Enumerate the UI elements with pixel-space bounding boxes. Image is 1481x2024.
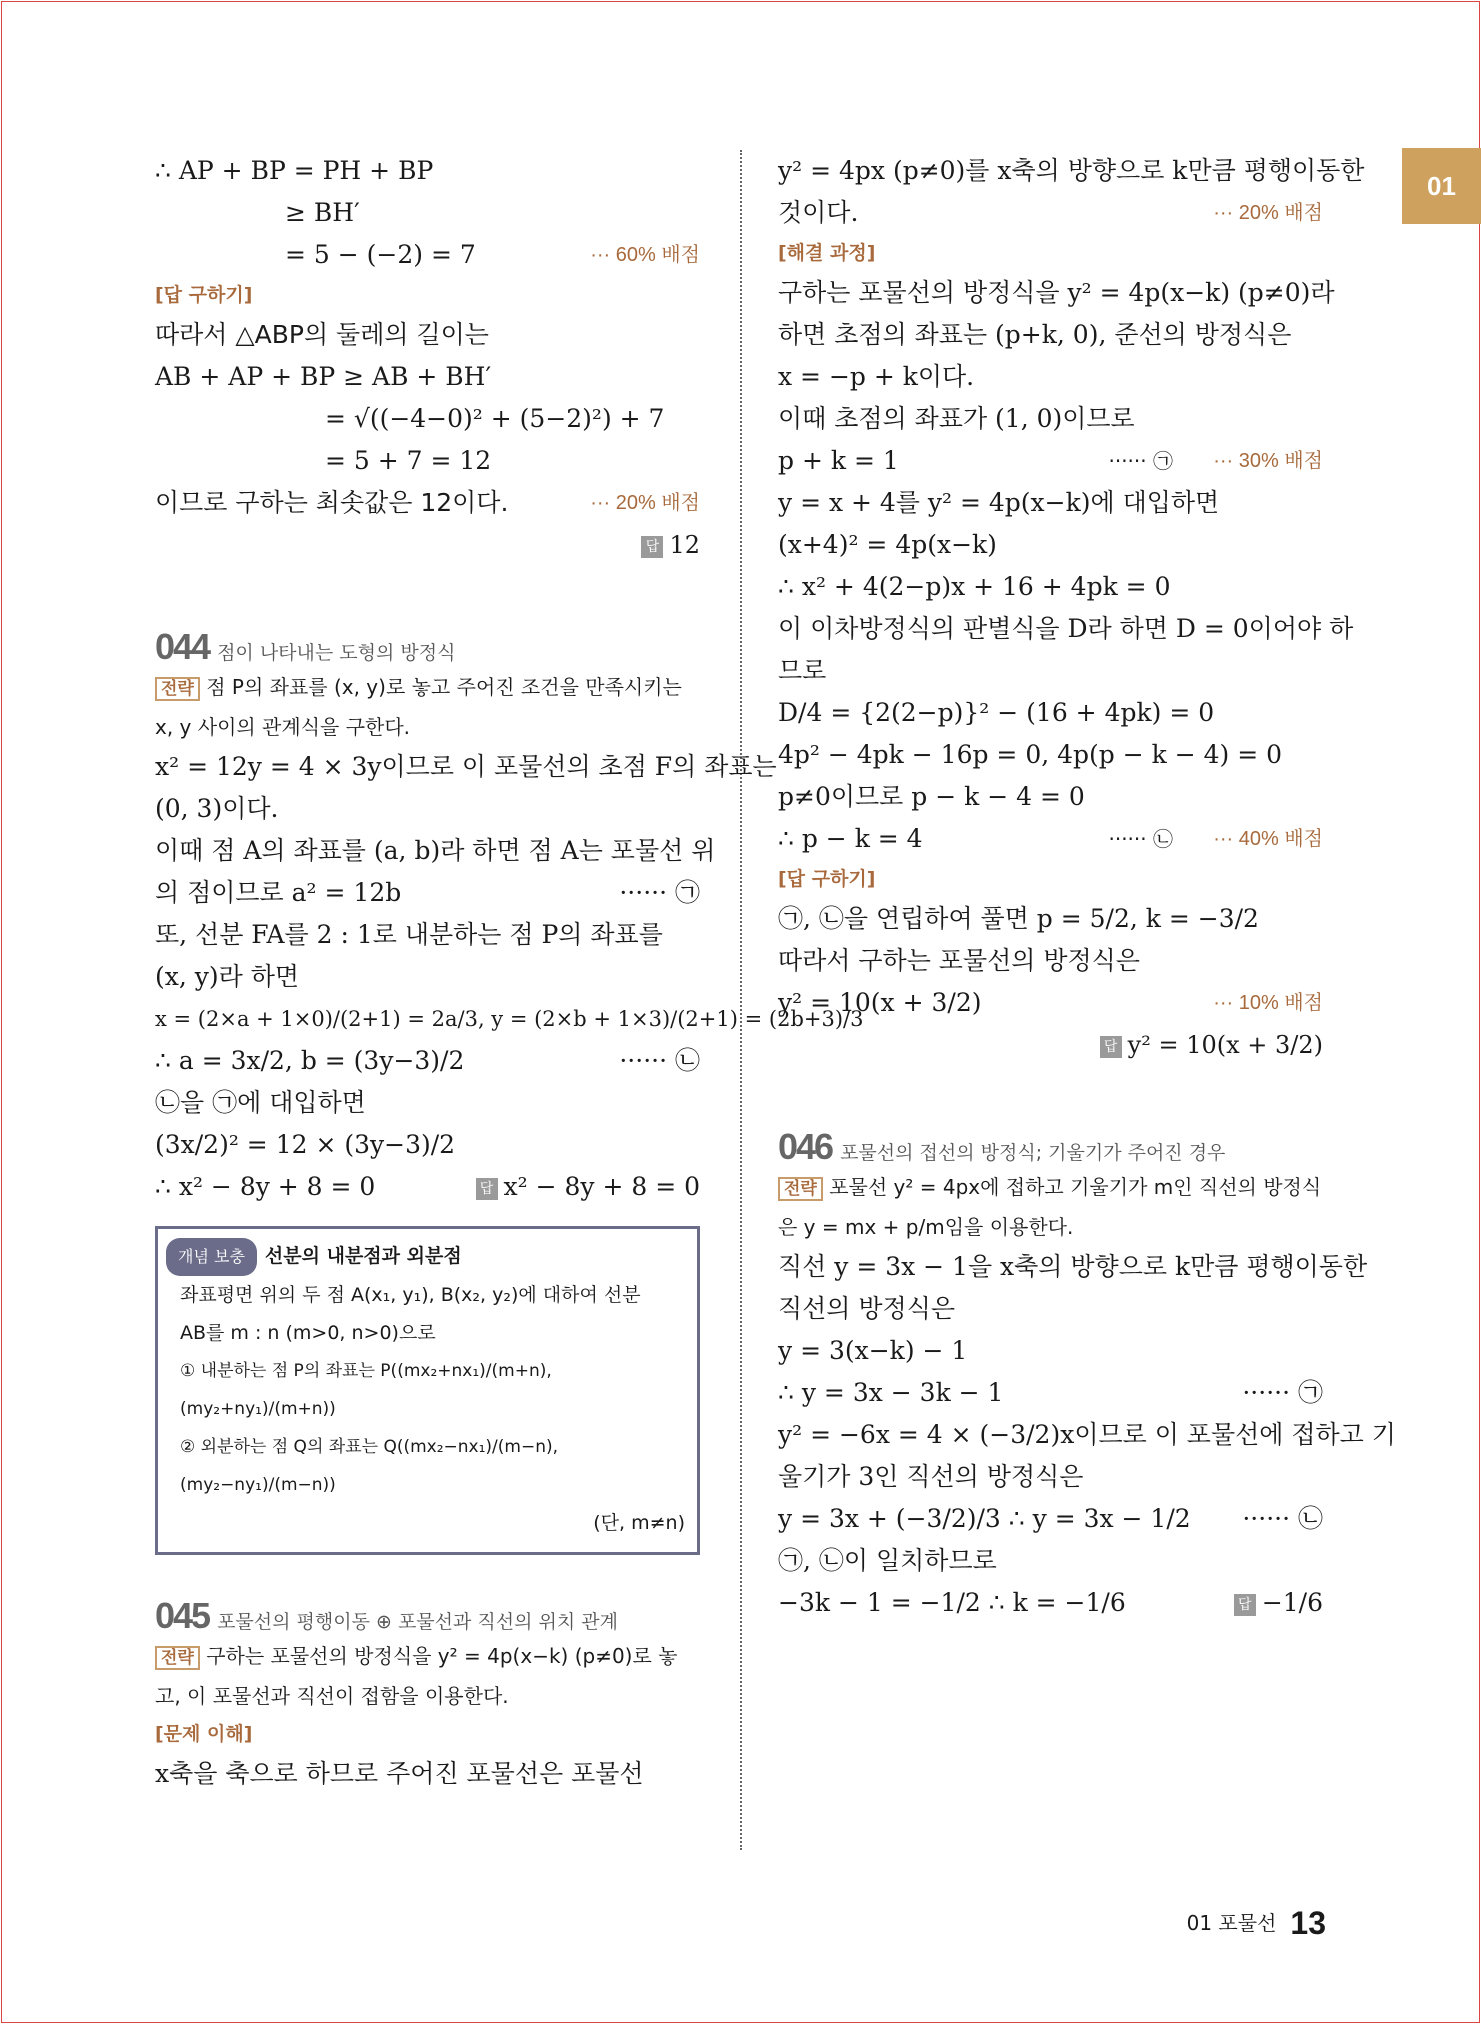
strategy-text: 점 P의 좌표를 (x, y)로 놓고 주어진 조건을 만족시키는 x, y 사이의 관계식을 구한다. [155,675,682,739]
equation-mark: ······ ㉡ [619,1046,700,1075]
solution-line: 또, 선분 FA를 2 : 1로 내분하는 점 P의 좌표를 [155,920,663,949]
answer-line [155,524,700,566]
math-line: ∴ y = 3x − 3k − 1 [778,1378,1004,1407]
math-line: ≥ BH′ [285,198,360,227]
chapter-name: 01 포물선 [1186,1911,1277,1935]
strategy-tag: 전략 [155,1646,200,1670]
solution-line: = 5 + 7 = 12 [325,446,492,475]
concept-title: 선분의 내분점과 외분점 [264,1245,462,1267]
solution-line: 하면 초점의 좌표는 (p+k, 0), 준선의 방정식은 [778,320,1292,349]
solution-line: x = (2×a + 1×0)/(2+1) = 2a/3, y = (2×b + 1×3)/(2+1) = (2b+3)/3 [155,1007,864,1031]
math-line: = 5 − (−2) = 7 [285,240,476,269]
solution-line: (0, 3)이다. [155,794,279,823]
score-note: ··· 30% 배점 [1213,450,1323,472]
concept-tag: 개념 보충 [166,1238,257,1276]
solution-line: 따라서 구하는 포물선의 방정식은 [778,946,1140,975]
column-divider [740,150,742,1850]
solution-line: (x, y)라 하면 [155,962,300,991]
solution-line [778,440,1323,482]
solution-line: 구하는 포물선의 방정식을 y² = 4p(x−k) (p≠0)라 [778,278,1335,307]
math-line: ∴ a = 3x/2, b = (3y−3)/2 [155,1046,465,1075]
solution-line [778,818,1323,860]
solution-line: 4p² − 4pk − 16p = 0, 4p(p − k − 4) = 0 [778,740,1283,769]
solution-line: y = x + 4를 y² = 4p(x−k)에 대입하면 [778,488,1220,517]
solution-line [778,1498,1323,1540]
equation-mark: ······ ㉠ [1108,449,1173,473]
answer-icon: 답 [1234,1594,1256,1616]
answer-line [778,1024,1323,1066]
solution-line [155,1040,700,1082]
solution-line: D/4 = {2(2−p)}² − (16 + 4pk) = 0 [778,698,1215,727]
solution-line [155,150,700,192]
math-line: y² = 10(x + 3/2) [778,988,982,1017]
math-line: 의 점이므로 a² = 12b [155,878,402,907]
right-column [778,150,1396,1624]
section-header: [답 구하기] [155,284,253,306]
answer-value: x² − 8y + 8 = 0 [503,1172,700,1201]
solution-line: (3x/2)² = 12 × (3y−3)/2 [155,1130,456,1159]
chapter-tab: 01 [1402,148,1481,224]
strategy-tag: 전략 [155,677,200,701]
solution-line: 직선의 방정식은 [778,1294,955,1323]
problem-title: 포물선의 평행이동 ⊕ 포물선과 직선의 위치 관계 [217,1611,618,1633]
solution-line [155,482,700,524]
answer-value: −1/6 [1261,1588,1323,1617]
math-line: ∴ AP + BP = PH + BP [155,156,434,185]
solution-line: (x+4)² = 4p(x−k) [778,530,997,559]
section-header: [답 구하기] [778,868,876,890]
math-line: ∴ x² − 8y + 8 = 0 [155,1172,376,1201]
solution-line: ㉡을 ㉠에 대입하면 [155,1088,366,1117]
concept-line: ② 외분하는 점 Q의 좌표는 Q((mx₂−nx₁)/(m−n), (my₂−ny₁)/(m−n)) [180,1437,559,1495]
answer-line [1234,1582,1323,1624]
problem-number: 046 [778,1126,833,1167]
math-line: 것이다. [778,198,859,227]
score-note: ··· 20% 배점 [590,492,700,514]
strategy [778,1168,1323,1246]
solution-line [778,1582,1323,1624]
section-header: [해결 과정] [778,242,876,264]
equation-mark: ······ ㉠ [619,878,700,907]
solution-line: y = 3(x−k) − 1 [778,1336,968,1365]
problem-number: 045 [155,1595,210,1636]
solution-line: 므로 [778,656,827,685]
math-line: 이므로 구하는 최솟값은 12이다. [155,488,509,517]
problem-045 [155,1595,700,1795]
page-number: 13 [1290,1905,1326,1941]
solution-line: y² = 4px (p≠0)를 x축의 방향으로 k만큼 평행이동한 [778,156,1365,185]
solution-line: 이 이차방정식의 판별식을 D라 하면 D = 0이어야 하 [778,614,1354,643]
equation-mark: ······ ㉠ [1242,1378,1323,1407]
page-footer [1187,1905,1326,1942]
solution-line: ∴ x² + 4(2−p)x + 16 + 4pk = 0 [778,572,1171,601]
solution-line: p≠0이므로 p − k − 4 = 0 [778,782,1085,811]
solution-line [778,1372,1323,1414]
score-note: ··· 10% 배점 [1213,992,1323,1014]
math-line: y = 3x + (−3/2)/3 ∴ y = 3x − 1/2 [778,1504,1191,1533]
solution-line: x² = 12y = 4 × 3y이므로 이 포물선의 초점 F의 좌표는 [155,752,777,781]
concept-box [155,1226,700,1555]
answer-icon: 답 [641,536,663,558]
solution-line: 이때 점 A의 좌표를 (a, b)라 하면 점 A는 포물선 위 [155,836,716,865]
solution-line: x축을 축으로 하므로 주어진 포물선은 포물선 [155,1759,644,1788]
solution-line [155,234,700,276]
solution-line: ㉠, ㉡이 일치하므로 [778,1546,997,1575]
answer-value: y² = 10(x + 3/2) [1127,1031,1323,1059]
solution-line: AB + AP + BP ≥ AB + BH′ [155,362,492,391]
problem-046 [778,1126,1396,1624]
solution-line [778,192,1323,234]
score-note: ··· 20% 배점 [1213,202,1323,224]
answer-value: 12 [669,531,700,559]
math-line: −3k − 1 = −1/2 ∴ k = −1/6 [778,1588,1126,1617]
solution-line: = √((−4−0)² + (5−2)²) + 7 [325,404,665,433]
solution-line: y² = −6x = 4 × (−3/2)x이므로 이 포물선에 접하고 기 [778,1420,1396,1449]
solution-line: ㉠, ㉡을 연립하여 풀면 p = 5/2, k = −3/2 [778,904,1259,933]
equation-mark: ······ ㉡ [1242,1504,1323,1533]
solution-line [155,872,700,914]
concept-line: 좌표평면 위의 두 점 A(x₁, y₁), B(x₂, y₂)에 대하여 선분 [180,1284,641,1306]
answer-icon: 답 [476,1178,498,1200]
strategy-text: 포물선 y² = 4px에 접하고 기울기가 m인 직선의 방정식은 y = mx + p/m임을 이용한다. [778,1175,1322,1239]
equation-mark: ······ ㉡ [1108,827,1173,851]
solution-line: x = −p + k이다. [778,362,975,391]
solution-line: 이때 초점의 좌표가 (1, 0)이므로 [778,404,1135,433]
score-note: ··· 60% 배점 [590,244,700,266]
solution-line [778,982,1323,1024]
answer-line [476,1166,700,1208]
problem-title: 점이 나타내는 도형의 방정식 [217,642,456,664]
strategy [155,1637,700,1715]
concept-line: AB를 m : n (m>0, n>0)으로 [180,1322,436,1344]
strategy-text: 구하는 포물선의 방정식을 y² = 4p(x−k) (p≠0)로 놓고, 이 포물선과 직선이 접함을 이용한다. [155,1644,678,1708]
problem-number: 044 [155,626,210,667]
concept-line: ① 내분하는 점 P의 좌표는 P((mx₂+nx₁)/(m+n), (my₂+ny₁)/(m+n)) [180,1361,552,1419]
strategy-tag: 전략 [778,1177,823,1201]
solution-line [155,1166,700,1208]
section-header: [문제 이해] [155,1723,253,1745]
solution-line: 직선 y = 3x − 1을 x축의 방향으로 k만큼 평행이동한 [778,1252,1368,1281]
strategy [155,668,700,746]
problem-title: 포물선의 접선의 방정식; 기울기가 주어진 경우 [840,1142,1226,1164]
score-note: ··· 40% 배점 [1213,828,1323,850]
concept-line: (단, m≠n) [593,1512,685,1534]
solution-line [155,192,700,234]
math-line: p + k = 1 [778,446,899,475]
solution-line: 따라서 △ABP의 둘레의 길이는 [155,320,489,349]
math-line: ∴ p − k = 4 [778,824,923,853]
solution-line: 울기가 3인 직선의 방정식은 [778,1462,1084,1491]
answer-icon: 답 [1100,1036,1122,1058]
